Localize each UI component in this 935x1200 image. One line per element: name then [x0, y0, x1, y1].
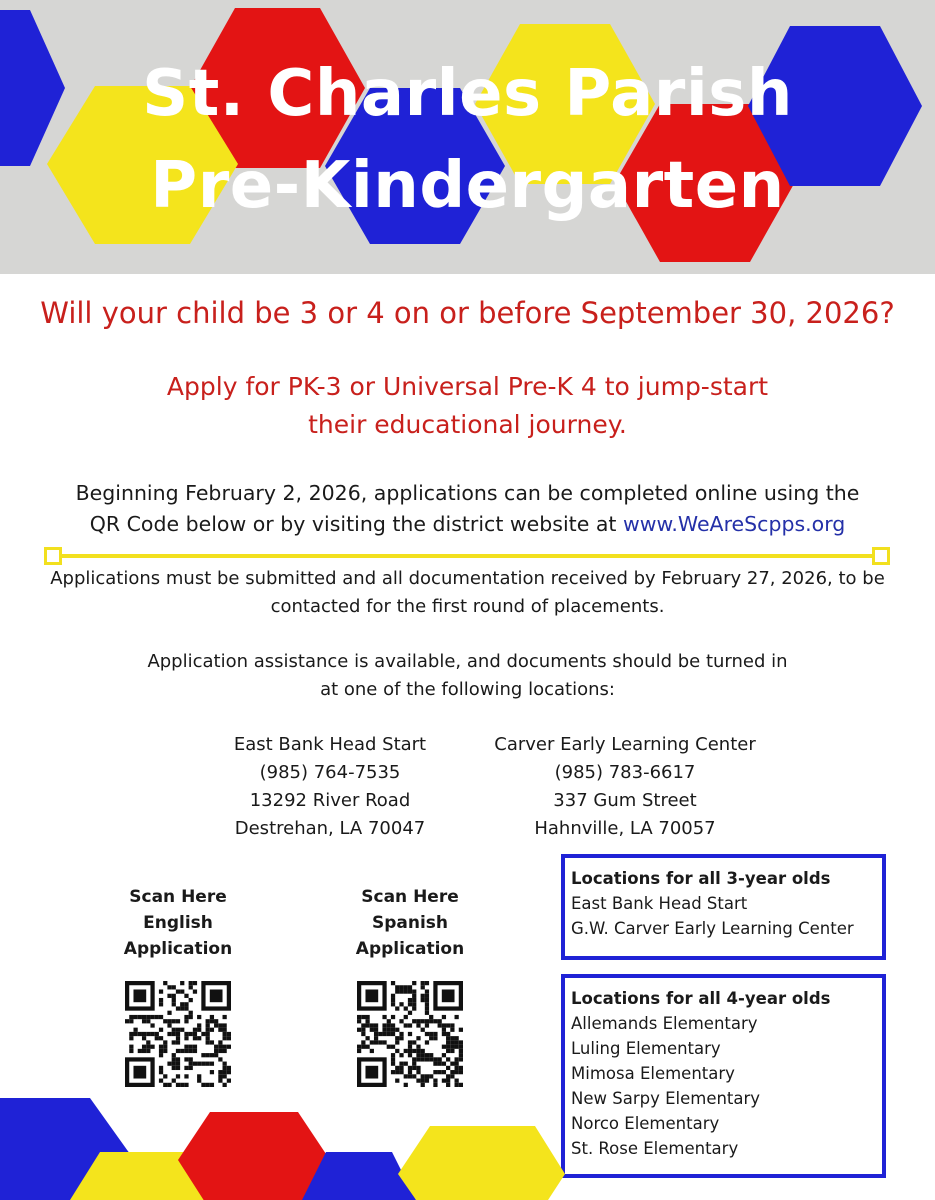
location-city: Destrehan, LA 70047 [234, 818, 426, 839]
begin-line-1: Beginning February 2, 2026, applications can be completed online using the [75, 481, 860, 505]
location-street: 337 Gum Street [553, 790, 697, 811]
location-phone: (985) 783-6617 [554, 762, 696, 783]
divider-end-left [44, 547, 62, 565]
scan-line-2: Spanish [371, 913, 449, 933]
panel-heading: Locations for all 3-year olds [571, 869, 831, 888]
assist-line-1: Application assistance is available, and documents should be turned in [147, 651, 788, 672]
panel-item: Allemands Elementary [571, 1014, 758, 1033]
scan-english-label [108, 884, 248, 962]
panel-item: Luling Elementary [571, 1039, 721, 1058]
panel-item: East Bank Head Start [571, 894, 748, 913]
divider-end-right [872, 547, 890, 565]
apply-line-1: Apply for PK-3 or Universal Pre-K 4 to jump-start [166, 372, 769, 401]
footer-hexagon-red [178, 1112, 330, 1200]
begin-line-2-text: QR Code below or by visiting the district website at [89, 512, 623, 536]
panel-item: Mimosa Elementary [571, 1064, 735, 1083]
scan-line-3: Application [123, 939, 233, 959]
panel-heading: Locations for all 4-year olds [571, 989, 831, 1008]
apply-line-2: their educational journey. [308, 410, 627, 439]
application-info [0, 478, 935, 540]
scan-spanish-label [340, 884, 480, 962]
english-qr-code[interactable] [125, 981, 231, 1087]
deadline-line-2: contacted for the first round of placements. [270, 596, 665, 617]
scan-line-1: Scan Here [361, 887, 459, 907]
deadline-notice [0, 565, 935, 621]
deadline-line-1: Applications must be submitted and all documentation received by February 27, 2026, to be [50, 568, 885, 589]
header-banner [0, 0, 935, 274]
location-street: 13292 River Road [249, 790, 411, 811]
footer-hexagon-pattern [0, 1090, 935, 1200]
age-question: Will your child be 3 or 4 on or before September 30, 2026? [40, 296, 895, 330]
panel-item: St. Rose Elementary [571, 1139, 739, 1158]
district-website-link[interactable]: www.WeAreScpps.org [622, 512, 846, 536]
location-carver [470, 731, 780, 843]
apply-message [0, 368, 935, 444]
assist-line-2: at one of the following locations: [320, 679, 615, 700]
scan-line-2: English [143, 913, 213, 933]
title-line-1: St. Charles Parish [142, 57, 793, 131]
scan-line-1: Scan Here [129, 887, 227, 907]
panel-item: G.W. Carver Early Learning Center [571, 919, 854, 938]
page-title [0, 48, 935, 232]
location-name: East Bank Head Start [233, 734, 427, 755]
begin-line-2 [0, 509, 935, 540]
location-east-bank [210, 731, 450, 843]
location-phone: (985) 764-7535 [259, 762, 401, 783]
panel-item: New Sarpy Elementary [571, 1089, 761, 1108]
divider-line [52, 554, 882, 558]
location-name: Carver Early Learning Center [494, 734, 756, 755]
title-line-2: Pre-Kindergarten [150, 149, 785, 223]
footer-hexagon-yellow-right [398, 1126, 565, 1200]
panel-item: Norco Elementary [571, 1114, 720, 1133]
divider [44, 547, 890, 565]
scan-line-3: Application [355, 939, 465, 959]
location-city: Hahnville, LA 70057 [534, 818, 716, 839]
assistance-notice [0, 648, 935, 704]
panel-3-year-olds [561, 854, 886, 960]
spanish-qr-code[interactable] [357, 981, 463, 1087]
